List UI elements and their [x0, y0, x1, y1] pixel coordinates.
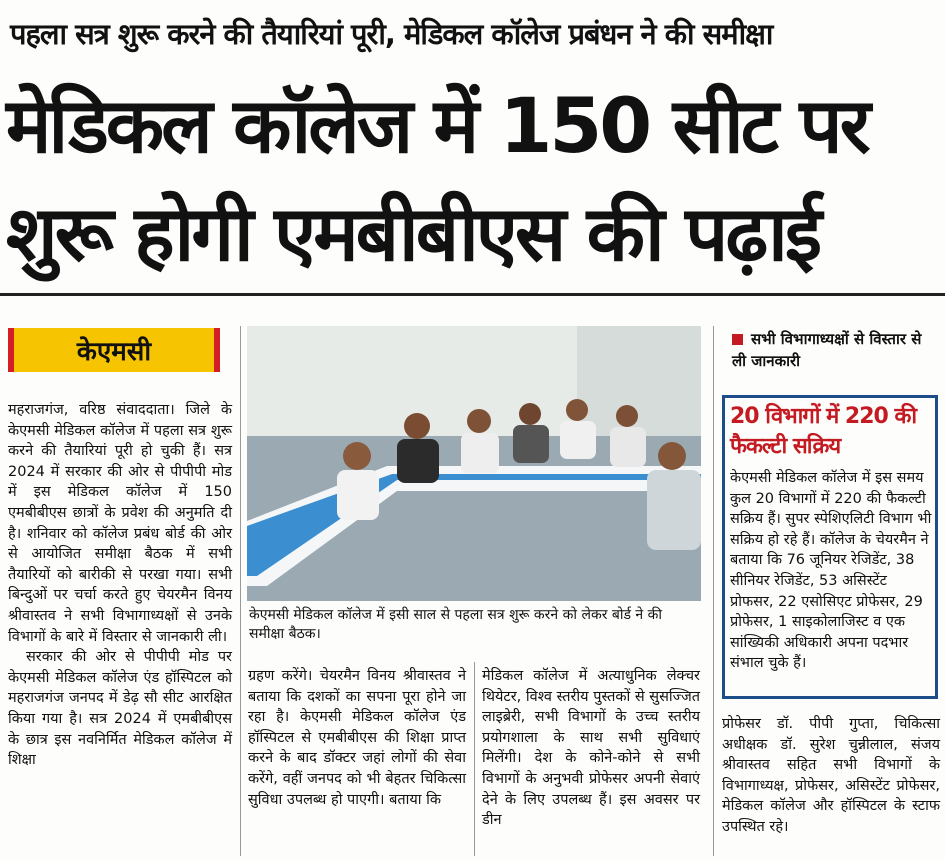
sidebar-body: केएमसी मेडिकल कॉलेज में इस समय कुल 20 विभागों में 220 की फैकल्टी सक्रिय हैं। सुपर स्पेशिएलिटी विभाग भी सक्रिय हो रहे हैं। कॉलेज के चेयरमैन ने बताया कि 76 जूनियर रेजिडेंट, 38 सीनियर रेजिडेंट, 53 असिस्टेंट प्रोफसर, 22 एसोसिएट प्रोफेसर, 29 प्रोफेसर, 1 साइकोलाजिस्ट व एक सांख्यिकी अधिकारी अपना पदभार संभाल चुके हैं।: [730, 470, 932, 672]
column-divider: [713, 326, 714, 856]
column-divider: [474, 662, 475, 856]
location-badge: केएमसी: [8, 328, 220, 372]
column-divider: [240, 326, 241, 856]
article-column-1: [8, 400, 232, 771]
meeting-photo: [247, 326, 701, 601]
sidebar-title: 20 विभागों में 220 की फैकल्टी सक्रिय: [730, 404, 917, 459]
headline-rule: [0, 293, 945, 296]
photo-caption: केएमसी मेडिकल कॉलेज में इसी साल से पहला सत्र शुरू करने को लेकर बोर्ड ने की समीक्षा बैठक।: [249, 607, 663, 642]
sidebar-bullet-text: सभी विभागाध्यक्षों से विस्तार से ली जानकारी: [732, 330, 922, 370]
article-column-2: ग्रहण करेंगे। चेयरमैन विनय श्रीवास्तव ने बताया कि दशकों का सपना पूरा होने जा रहा है। केएमसी मेडिकल कॉलेज एंड हॉस्पिटल से एमबीबीएस की शिक्षा प्राप्त करने के बाद डॉक्टर जहां लोगों की सेवा करेंगे, वहीं जनपद को भी बेहतर चिकित्सा सुविधा उपलब्ध हो पाएगी। बताया कि: [248, 668, 466, 808]
headline-line-2: शुरू होगी एमबीबीएस की पढ़ाई: [6, 189, 820, 278]
bullet-square-icon: [732, 334, 743, 345]
paragraph: सरकार की ओर से पीपीपी मोड पर केएमसी मेडिकल कॉलेज एंड हॉस्पिटल को महराजगंज जनपद में डेढ़ सौ सीट आरक्षित किया गया है। सत्र 2024 में एमबीबीएस के छात्र इस नवनिर्मित मेडिकल कॉलेज में शिक्षा: [8, 649, 232, 769]
kicker-headline: पहला सत्र शुरू करने की तैयारियां पूरी, मेडिकल कॉलेज प्रबंधन ने की समीक्षा: [10, 17, 773, 51]
headline-line-1: मेडिकल कॉलेज में 150 सीट पर: [6, 81, 868, 170]
paragraph: महराजगंज, वरिष्ठ संवाददाता। जिले के केएमसी मेडिकल कॉलेज में पहला सत्र शुरू करने की तैयारियां पूरी हो चुकी हैं। सत्र 2024 में सरकार की ओर से पीपीपी मोड में इस मेडिकल कॉलेज में 150 एमबीबीएस छात्रों के प्रवेश की अनुमति दी है। शनिवार को कॉलेज प्रबंध बोर्ड की ओर से आयोजित समीक्षा बैठक में सभी तैयारियों को बारीकी से परखा गया। सभी बिन्दुओं पर चर्चा करते हुए चेयरमैन विनय श्रीवास्तव ने सभी विभागाध्यक्षों से उनके विभागों के बारे में विस्तार से जानकारी ली।: [8, 402, 232, 645]
sidebar-bullet: [732, 328, 937, 372]
article-column-4: प्रोफेसर डॉ. पीपी गुप्ता, चिकित्सा अधीक्षक डॉ. सुरेश चुन्नीलाल, संजय श्रीवास्तव सहित सभी विभागों के विभागाध्यक्ष, प्रोफेसर, असिस्टेंट प्रोफेसर, मेडिकल कॉलेज और हॉस्पिटल के स्टाफ उपस्थित रहे।: [722, 716, 940, 835]
meeting-photo-illustration: [247, 326, 701, 601]
article-column-3: मेडिकल कॉलेज में अत्याधुनिक लेक्चर थियेटर, विश्व स्तरीय पुस्तकों से सुसज्जित लाइब्रेरी, सभी विभागों के उच्च स्तरीय प्रयोगशाला के साथ सभी सुविधाएं मिलेंगी। देश के कोने-कोने से सभी विभागों के अनुभवी प्रोफेसर अपनी सेवाएं देने के लिए उपलब्ध हैं। इस अवसर पर डीन: [482, 668, 700, 829]
